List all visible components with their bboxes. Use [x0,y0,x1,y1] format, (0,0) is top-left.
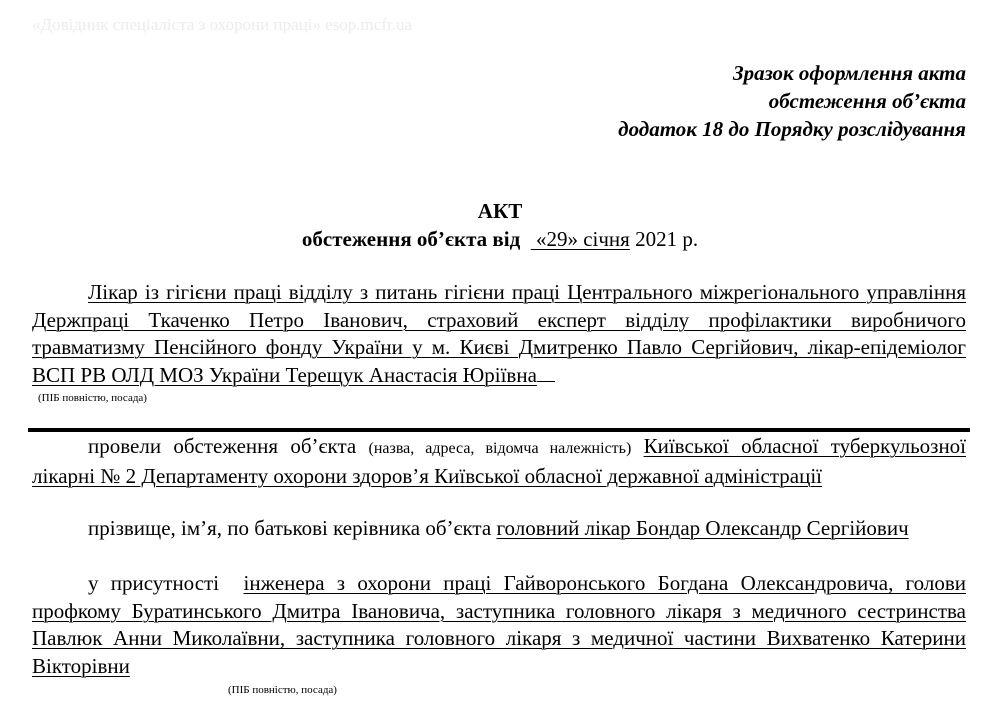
presence-hint: (ПІБ повністю, посада) [228,684,337,696]
document-subtitle [0,225,1000,253]
subtitle-prefix: обстеження об’єкта від [301,227,521,251]
commission-members-hint: (ПІБ повністю, посада) [38,392,147,404]
object-head-label: прізвище, ім’я, по батькові керівника об’єкта [88,516,492,540]
object-paragraph [32,433,966,490]
object-label: провели обстеження об’єкта [88,434,357,458]
watermark: «Довідник спеціаліста з охорони праці» esop.mcfr.ua [32,15,413,34]
document-title: АКТ [477,199,523,223]
object-head-value[interactable]: головний лікар Бондар Олександр Сергійович [496,516,909,540]
object-head-paragraph [32,515,966,543]
commission-members-value[interactable]: Лікар із гігієни праці відділу з питань гігієни праці Центрального міжрегіонального управління Держпраці Ткаченко Петро Іванович, страховий експерт відділу профілактики виробничого травматизму Пенсійного фонду України у м. Києві Дмитренко Павло Сергійович, лікар-епідеміолог ВСП РВ ОЛД МОЗ України Терещук Анастасія Юріївна [32,280,966,387]
caption-line-2: обстеження об’єкта [768,89,966,113]
presence-value[interactable]: інженера з охорони праці Гайворонського Богдана Олександровича, голови профкому Буратинського Дмитра Івановича, заступника головного лікаря з медичного сестринства Павлюк Анни Миколаївни, заступника головного лікаря з медичної частини Вихватенко Катерини Вікторівни [32,571,967,678]
act-date[interactable]: «29» січня [535,227,630,251]
caption-line-3: додаток 18 до Порядку розслідування [618,117,966,141]
act-year: 2021 р. [635,227,699,251]
sample-caption [618,59,966,143]
presence-paragraph [32,570,966,680]
object-hint: (назва, адреса, відомча належність) [368,440,632,457]
separator-rule [28,428,970,432]
caption-line-1: Зразок оформлення акта [732,61,966,85]
commission-members-paragraph [32,279,966,389]
presence-label: у присутності [88,571,220,595]
object-value[interactable]: Київської обласної туберкульозної лікарні № 2 Департаменту охорони здоров’я Київської обласної державної адміністрації [32,434,967,488]
